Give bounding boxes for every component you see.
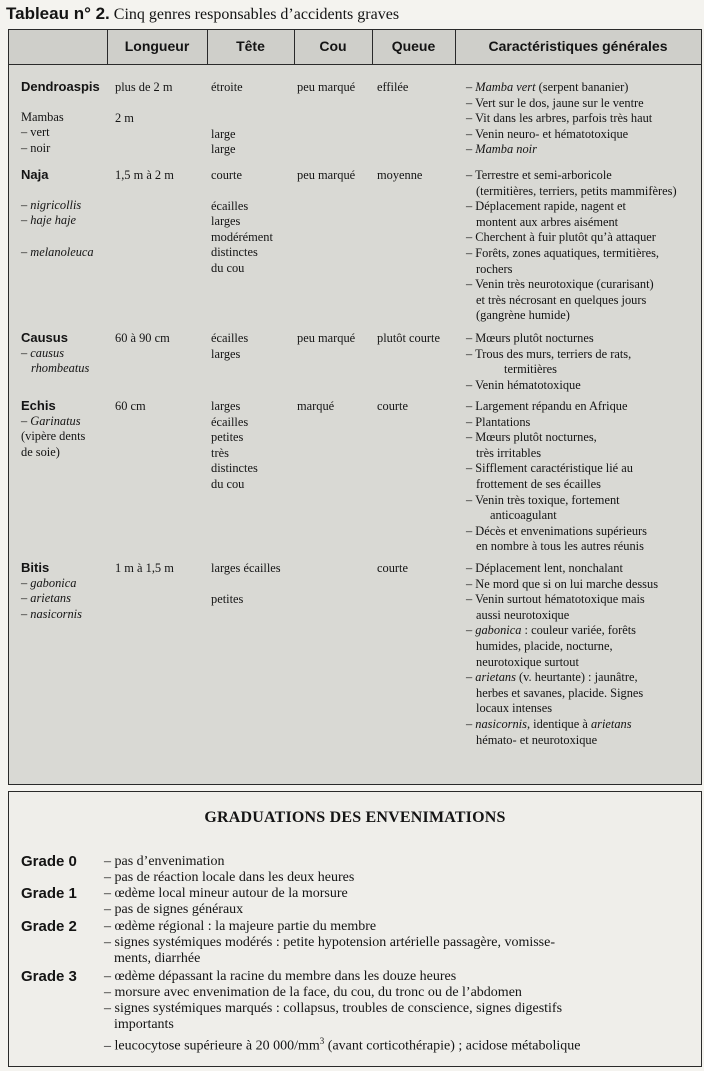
table-header-row	[9, 30, 701, 65]
head-echis: larges écailles petites très distinctes du cou	[211, 399, 258, 491]
tail-echis: courte	[377, 399, 408, 413]
head-dendroaspis: étroite large large	[211, 80, 243, 157]
header-head: Tête	[236, 38, 265, 54]
neck-causus: peu marqué	[297, 331, 356, 345]
grades-title: GRADUATIONS DES ENVENIMATIONS	[204, 809, 506, 826]
grade-3-line-1: – œdème dépassant la racine du membre dans les douze heures	[104, 969, 457, 984]
grade-3-line-4: importants	[114, 1017, 174, 1032]
grade-2-line-3: ments, diarrhée	[114, 951, 201, 966]
header-length: Longueur	[124, 38, 190, 54]
head-naja: courte écailles larges modérément distinctes du cou	[211, 168, 273, 275]
head-bitis: larges écailles petites	[211, 561, 281, 606]
header-neck: Cou	[319, 38, 347, 54]
grade-1-label: Grade 1	[21, 885, 77, 902]
genus-echis: Echis – Garinatus (vipère dents de soie)	[21, 398, 86, 459]
traits-naja: – Terrestre et semi-arboricole (termitières, terriers, petits mammifères) – Déplacement rapide, nagent et montent aux arbres aisément – Cherchent à fuir plutôt qu’à attaquer – Forêts, zones aquatiques, termitières, rochers – Venin très neurotoxique (curarisant) et très nécrosant en quelques jours (gangrène humide)	[466, 168, 677, 323]
grade-1-line-1: – œdème local mineur autour de la morsure	[104, 886, 348, 901]
tail-naja: moyenne	[377, 168, 423, 182]
tail-causus: plutôt courte	[377, 331, 440, 345]
grade-0-label: Grade 0	[21, 853, 77, 870]
envenomation-grades-box	[8, 791, 702, 1067]
genus-causus: Causus – causus rhombeatus	[21, 330, 90, 376]
table-number: Tableau n° 2.	[6, 4, 110, 23]
grade-3-label: Grade 3	[21, 968, 77, 985]
grade-0-line-2: – pas de réaction locale dans les deux heures	[104, 870, 355, 885]
header-traits: Caractéristiques générales	[488, 38, 668, 54]
length-bitis: 1 m à 1,5 m	[115, 561, 174, 575]
grade-2-line-1: – œdème régional : la majeure partie du membre	[104, 919, 377, 934]
grade-3-line-2: – morsure avec envenimation de la face, du cou, du tronc ou de l’abdomen	[104, 985, 522, 1000]
grade-2-label: Grade 2	[21, 918, 77, 935]
length-echis: 60 cm	[115, 399, 146, 413]
head-causus: écailles larges	[211, 331, 249, 361]
neck-dendroaspis: peu marqué	[297, 80, 356, 94]
header-tail: Queue	[391, 38, 436, 54]
neck-naja: peu marqué	[297, 168, 356, 182]
neck-echis: marqué	[297, 399, 335, 413]
traits-echis: – Largement répandu en Afrique – Plantations – Mœurs plutôt nocturnes, très irritables – Sifflement caractéristique lié au frottement de ses écailles – Venin très toxique, fortement anticoagulant – Décès et envenimations supérieurs en nombre à tous les autres réunis	[466, 399, 647, 554]
snake-table	[8, 29, 702, 785]
traits-causus: – Mœurs plutôt nocturnes – Trous des murs, terriers de rats, termitières – Venin hématotoxique	[466, 331, 632, 392]
genus-naja: Naja – nigricollis – haje haje – melanoleuca	[21, 167, 94, 259]
length-naja: 1,5 m à 2 m	[115, 168, 174, 182]
length-dendroaspis: plus de 2 m 2 m	[115, 80, 173, 125]
grade-0-line-1: – pas d’envenimation	[104, 854, 225, 869]
grade-1-line-2: – pas de signes généraux	[104, 902, 244, 917]
table-caption	[6, 4, 399, 24]
grade-2-line-2: – signes systémiques modérés : petite hypotension artérielle passagère, vomisse-	[104, 935, 556, 950]
length-causus: 60 à 90 cm	[115, 331, 170, 345]
traits-dendroaspis: – Mamba vert (serpent bananier) – Vert sur le dos, jaune sur le ventre – Vit dans les arbres, parfois très haut – Venin neuro- et hématotoxique – Mamba noir	[466, 80, 653, 157]
grade-3-line-5: – leucocytose supérieure à 20 $000/mm^3$ (avant corticothérapie) ; acidose métabolique	[104, 1036, 581, 1054]
genus-bitis: Bitis – gabonica – arietans – nasicornis	[21, 560, 82, 621]
traits-bitis: – Déplacement lent, nonchalant – Ne mord que si on lui marche dessus – Venin surtout hématotoxique mais aussi neurotoxique – gabonica : couleur variée, forêts humides, placide, nocturne, neurotoxique surtout – arietans (v. heurtante) : jaunâtre, herbes et savanes, placide. Signes locaux intenses – nasicornis, identique à arietans hémato- et neurotoxique	[466, 561, 659, 747]
grade-3-line-3: – signes systémiques marqués : collapsus, troubles de conscience, signes digestifs	[104, 1001, 563, 1016]
tail-dendroaspis: effilée	[377, 80, 409, 94]
table-title: Cinq genres responsables d’accidents graves	[113, 6, 400, 23]
genus-dendroaspis: Dendroaspis Mambas – vert – noir	[21, 79, 100, 155]
tail-bitis: courte	[377, 561, 408, 575]
